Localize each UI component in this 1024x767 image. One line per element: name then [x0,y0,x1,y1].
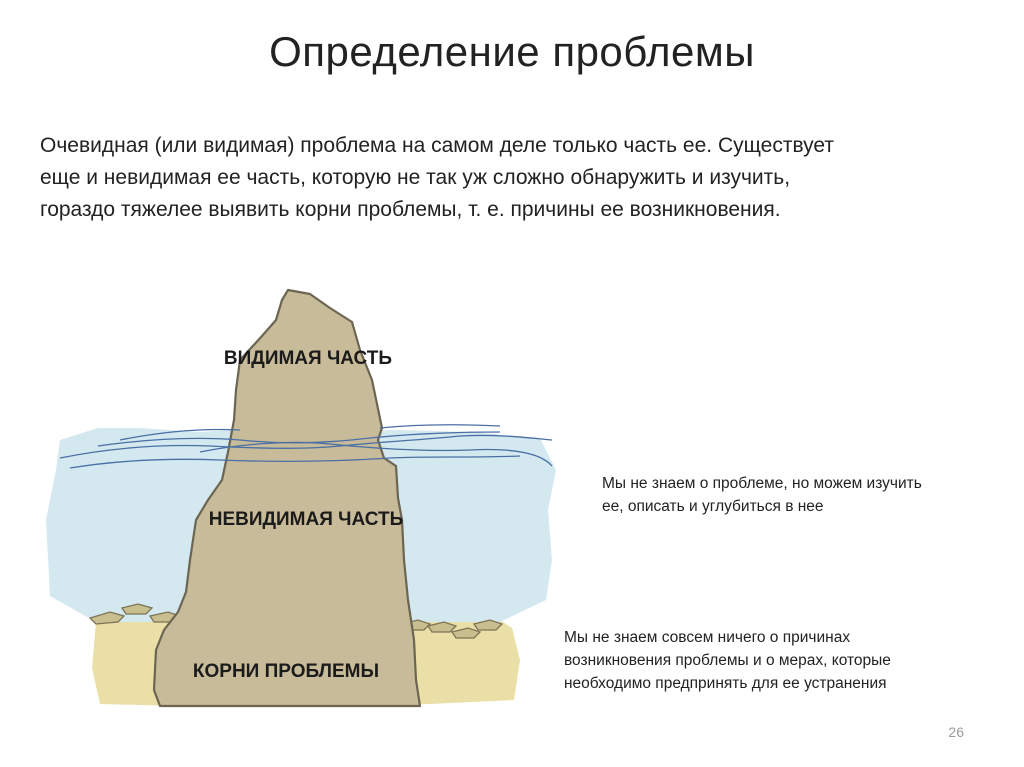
note-invisible-part [602,472,922,518]
slide-title: Определение проблемы [269,28,755,75]
note-roots [564,626,891,695]
label-visible-part: ВИДИМАЯ ЧАСТЬ [223,348,393,369]
note-line: возникновения проблемы и о мерах, которые [564,652,891,669]
note-line: необходимо предпринять для ее устранения [564,675,887,692]
note-line: ее, описать и углубиться в нее [602,498,824,515]
intro-line: Очевидная (или видимая) проблема на самом деле только часть ее. Существует [40,134,835,157]
intro-line: гораздо тяжелее выявить корни проблемы, т. е. причины ее возникновения. [40,198,781,221]
note-line: Мы не знаем о проблеме, но можем изучить [602,475,922,492]
note-line: Мы не знаем совсем ничего о причинах [564,629,851,646]
label-invisible-part: НЕВИДИМАЯ ЧАСТЬ [208,509,404,530]
label-roots: КОРНИ ПРОБЛЕМЫ [192,661,380,682]
page-number: 26 [948,724,964,740]
intro-line: еще и невидимая ее часть, которую не так уж сложно обнаружить и изучить, [40,166,791,189]
